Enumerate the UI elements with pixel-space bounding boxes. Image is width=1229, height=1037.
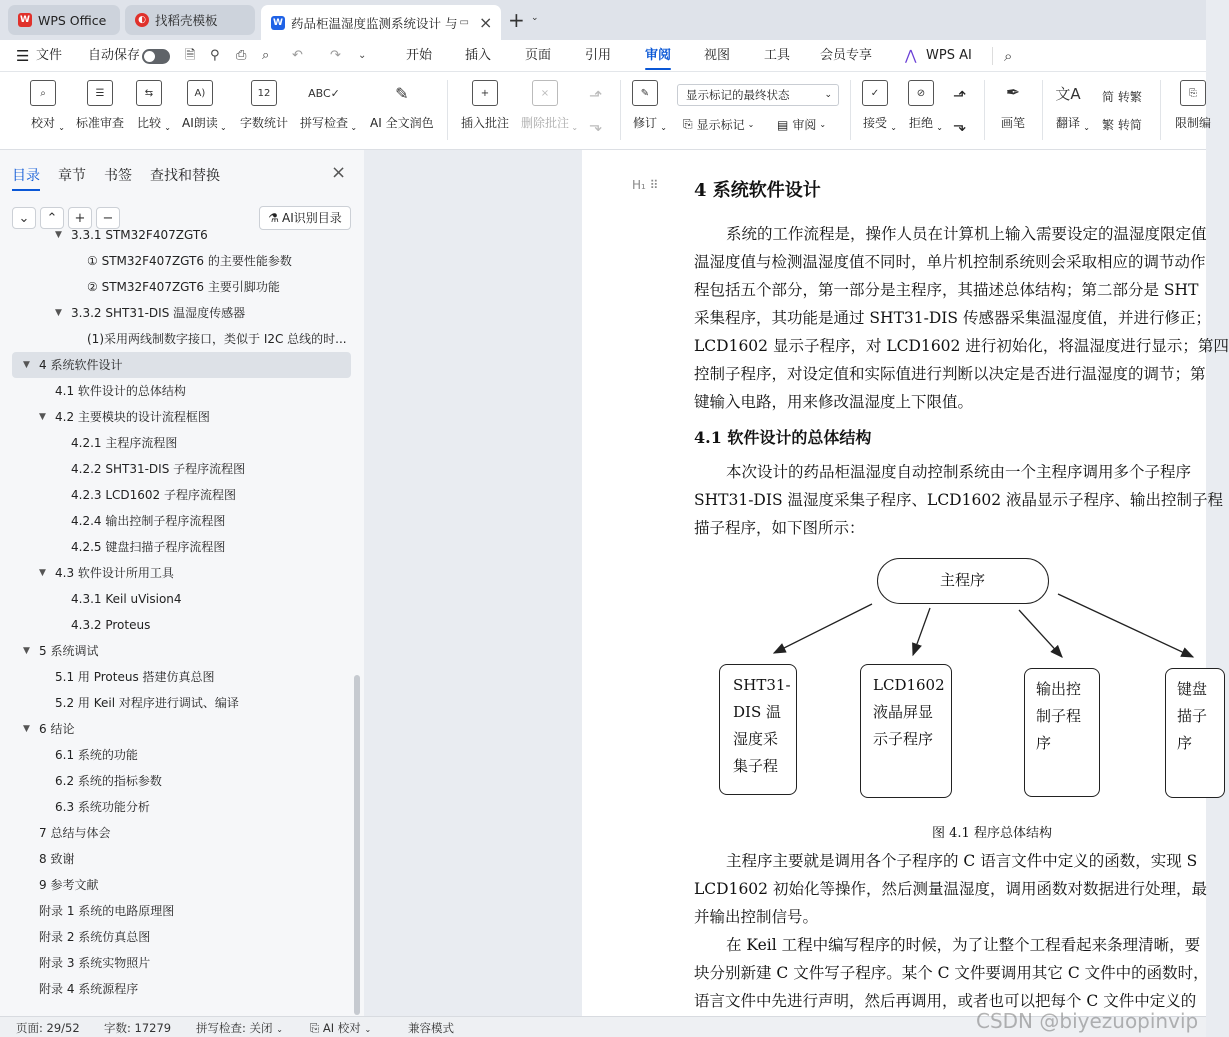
toc-item[interactable] — [0, 482, 360, 508]
menu-member[interactable]: 会员专享 — [820, 48, 873, 63]
restrict-edit-button[interactable] — [1175, 80, 1211, 131]
button-label: 校对 — [30, 116, 55, 130]
toc-item[interactable] — [0, 690, 360, 716]
tab-bar — [0, 0, 1206, 40]
proofread-button[interactable] — [30, 80, 65, 132]
to-simplified-button[interactable]: 繁 转简 — [1102, 118, 1142, 132]
toc-scrollbar[interactable] — [354, 675, 360, 1015]
tab-document[interactable] — [261, 5, 501, 40]
toc-item[interactable] — [0, 248, 360, 274]
ribbon-divider — [620, 80, 621, 140]
button-label: 拼写检查 — [300, 116, 349, 130]
heading-4: 4 系统软件设计 — [694, 180, 821, 201]
node-label: 主程序 — [939, 571, 985, 589]
toc-item-label: 4.2.3 LCD1602 子程序流程图 — [71, 488, 237, 502]
lock-doc-icon: ⎘ — [1180, 80, 1206, 106]
tab-label: 找稻壳模板 — [155, 13, 218, 28]
chevron-down-icon[interactable]: ⌄ — [531, 13, 539, 23]
status-label: 拼写检查: 关闭 — [196, 1021, 273, 1035]
expand-arrow-icon[interactable]: ▼ — [55, 230, 62, 240]
standard-review-button[interactable] — [76, 80, 124, 131]
track-changes-icon: ✎ — [632, 80, 658, 106]
magic-wand-icon: ✎ — [389, 80, 415, 106]
lcd1602-node — [860, 664, 952, 798]
toc-item[interactable] — [0, 820, 360, 846]
tab-wps-office[interactable] — [8, 5, 120, 35]
node-label: 湿度采 — [733, 730, 779, 748]
button-label: 删除批注 — [521, 116, 570, 130]
sht31-node — [719, 664, 797, 795]
button-label: 插入批注 — [461, 116, 510, 130]
expand-arrow-icon[interactable]: ▼ — [39, 412, 46, 422]
toc-item[interactable] — [0, 976, 360, 1002]
pen-icon: ✒ — [1000, 80, 1026, 106]
node-label: 输出控 — [1036, 680, 1082, 698]
compare-icon: ⇆ — [136, 80, 162, 106]
toc-item[interactable] — [0, 716, 360, 742]
chevron-down-icon: ⌄ — [747, 120, 755, 129]
proofread-icon: ⎘ — [310, 1021, 320, 1035]
menu-wps-ai[interactable]: WPS AI — [926, 48, 972, 63]
toc-item-label: 附录 4 系统源程序 — [39, 982, 139, 996]
toc-item[interactable] — [0, 560, 360, 586]
expand-arrow-icon[interactable]: ▼ — [39, 568, 46, 578]
revise-button[interactable] — [632, 80, 667, 132]
tab-chapter[interactable]: 章节 — [58, 168, 86, 184]
toc-item[interactable] — [0, 638, 360, 664]
node-label: 制子程 — [1036, 707, 1082, 725]
button-label: AI 全文润色 — [370, 116, 434, 130]
toc-item-label: 4.3.1 Keil uVision4 — [71, 592, 182, 606]
toc-item[interactable] — [0, 950, 360, 976]
toc-item-label: ① STM32F407ZGT6 的主要性能参数 — [87, 254, 292, 268]
document-check-icon: ☰ — [87, 80, 113, 106]
menu-divider — [992, 47, 993, 65]
node-label: DIS 温 — [733, 703, 781, 721]
search-icon[interactable]: ⌕ — [1004, 47, 1013, 65]
node-label: SHT31- — [733, 676, 791, 694]
prev-change-icon[interactable]: ⬏ — [953, 86, 967, 105]
arrow — [1019, 610, 1062, 657]
tab-template[interactable] — [125, 5, 255, 35]
ai-read-icon: A) — [187, 80, 213, 106]
ribbon-divider — [850, 80, 851, 140]
paragraph-line: 程包括五个部分，第一部分是主程序，其描述总体结构；第二部分是 SHT — [694, 281, 1199, 299]
arrow — [913, 608, 930, 655]
close-icon[interactable]: × — [331, 162, 347, 183]
file-menu[interactable]: 文件 — [36, 48, 63, 63]
paragraph-line: 块分别新建 C 文件写子程序。某个 C 文件要调用其它 C 文件中的函数时， — [694, 964, 1209, 982]
arrow — [1058, 594, 1193, 657]
toc-list — [0, 228, 360, 1016]
status-label: AI 校对 — [322, 1021, 361, 1035]
menu-bar — [0, 40, 1206, 72]
comment-add-icon: + — [472, 80, 498, 106]
output-control-node — [1024, 668, 1100, 797]
toc-item[interactable] — [12, 352, 351, 378]
paragraph-line: 采集程序，其功能是通过 SHT31-DIS 传感器采集温湿度值，并进行修正； — [694, 309, 1211, 327]
menu-tools[interactable]: 工具 — [764, 48, 791, 63]
proofread-icon: ⌕ — [30, 80, 56, 106]
toc-item[interactable] — [0, 404, 360, 430]
toc-item-label: 4.2.1 主程序流程图 — [71, 436, 178, 450]
tab-find-replace[interactable]: 查找和替换 — [150, 168, 220, 184]
toc-item-label: 8 致谢 — [39, 852, 75, 866]
translate-icon: 文A — [1055, 80, 1081, 106]
ai-proofread-status[interactable] — [310, 1020, 371, 1036]
next-change-icon[interactable]: ⬎ — [953, 116, 967, 135]
tab-bookmark[interactable]: 书签 — [104, 168, 132, 184]
reject-icon: ⊘ — [908, 80, 934, 106]
review-pane-button[interactable] — [777, 116, 826, 133]
paragraph-line: 温湿度值与检测温湿度值不同时，单片机控制系统则会采取相应的调节动作 — [694, 253, 1206, 271]
new-tab-icon[interactable]: + — [508, 8, 525, 32]
menu-review[interactable]: 审阅 — [645, 40, 671, 72]
document-page[interactable] — [582, 150, 1229, 1016]
tab-label: 药品柜温湿度监测系统设计 与 — [291, 15, 458, 31]
toc-item-label: 4.1 软件设计的总体结构 — [55, 384, 186, 398]
button-label: 字数统计 — [240, 116, 289, 130]
expand-arrow-icon[interactable]: ▼ — [55, 308, 62, 318]
expand-arrow-icon[interactable]: ▼ — [23, 646, 30, 656]
toc-item[interactable] — [0, 326, 360, 352]
wps-ai-icon: ⋀ — [905, 48, 917, 64]
paragraph-line: 控制子程序，对设定值和实际值进行判断以决定是否进行温湿度的调节；第 — [694, 365, 1206, 383]
toc-item-label: 4.2.5 键盘扫描子程序流程图 — [71, 540, 226, 554]
collapse-all-icon[interactable]: ⌄ — [12, 207, 36, 229]
tab-label: WPS Office — [38, 12, 107, 28]
toc-item-label: 4 系统软件设计 — [39, 358, 123, 372]
toc-item-label: 4.2 主要模块的设计流程框图 — [55, 410, 210, 424]
button-label: AI朗读 — [182, 116, 218, 130]
toc-item-label: 4.3 软件设计所用工具 — [55, 566, 174, 580]
button-label: 显示标记 — [696, 118, 745, 132]
more-icon[interactable]: ⌄ — [358, 50, 367, 61]
toc-item[interactable] — [0, 794, 360, 820]
ribbon-divider — [1160, 80, 1161, 140]
heading-4-1: 4.1 软件设计的总体结构 — [694, 428, 872, 447]
chevron-down-icon: ⌄ — [660, 123, 667, 132]
toc-item[interactable] — [0, 430, 360, 456]
heading-marker-icon[interactable]: H₁ ⠿ — [632, 178, 659, 192]
undo-icon[interactable]: ↶ — [292, 48, 303, 63]
toc-item[interactable] — [0, 534, 360, 560]
insert-comment-button[interactable] — [461, 80, 509, 131]
toc-item-label: (1)采用两线制数字接口，类似于 I2C 总线的时... — [87, 332, 347, 346]
ai-polish-button[interactable] — [370, 80, 434, 131]
toc-item[interactable] — [0, 898, 360, 924]
canvas-gutter — [364, 150, 582, 1016]
tab-toc[interactable]: 目录 — [12, 165, 40, 185]
add-heading-icon[interactable]: + — [68, 207, 92, 229]
toc-item-label: 6.2 系统的指标参数 — [55, 774, 162, 788]
menu-reference[interactable]: 引用 — [585, 48, 612, 63]
chevron-down-icon: ⌄ — [824, 90, 832, 100]
translate-button[interactable] — [1055, 80, 1090, 132]
toc-item[interactable] — [0, 846, 360, 872]
toc-item[interactable] — [0, 742, 360, 768]
autosave-toggle[interactable] — [142, 49, 170, 64]
word-count[interactable]: 字数: 17279 — [104, 1021, 172, 1035]
toc-item[interactable] — [0, 274, 360, 300]
toc-item[interactable] — [0, 222, 360, 248]
chevron-down-icon: ⌄ — [1083, 123, 1090, 132]
node-label: 键盘 — [1177, 680, 1208, 698]
daoke-icon: ◐ — [135, 13, 149, 27]
toc-item-label: 附录 1 系统的电路原理图 — [39, 904, 175, 918]
show-markup-button[interactable] — [683, 116, 754, 133]
accept-icon: ✓ — [862, 80, 888, 106]
button-label: 比较 — [136, 116, 161, 130]
print-icon[interactable]: ⎙ — [236, 48, 247, 63]
menu-start[interactable]: 开始 — [406, 48, 433, 63]
hamburger-icon[interactable]: ☰ — [16, 47, 30, 65]
select-value: 显示标记的最终状态 — [686, 88, 790, 102]
compare-button[interactable] — [136, 80, 171, 132]
doc-icon: W — [271, 16, 285, 30]
node-label: 描子 — [1177, 707, 1208, 725]
toc-item[interactable] — [0, 300, 360, 326]
compat-mode: 兼容模式 — [408, 1021, 454, 1035]
node-label: LCD1602 — [873, 676, 945, 694]
toc-item-label: 7 总结与体会 — [39, 826, 111, 840]
spell-check-button[interactable] — [300, 80, 358, 132]
button-label: 画笔 — [1000, 116, 1025, 130]
main-program-node — [877, 558, 1049, 604]
button-label: 标准审查 — [76, 116, 125, 130]
expand-arrow-icon[interactable]: ▼ — [23, 724, 30, 734]
toc-item-label: 4.2.4 输出控制子程序流程图 — [71, 514, 226, 528]
toc-item-label: 9 参考文献 — [39, 878, 99, 892]
reject-button[interactable] — [908, 80, 943, 132]
toc-item-label: 附录 3 系统实物照片 — [39, 956, 151, 970]
share-icon[interactable]: ⚲ — [210, 48, 220, 63]
chevron-down-icon: ⌄ — [58, 123, 65, 132]
button-label: 翻译 — [1055, 116, 1080, 130]
toc-item[interactable] — [0, 508, 360, 534]
toc-item[interactable] — [0, 586, 360, 612]
prev-comment-icon[interactable]: ⬏ — [589, 86, 603, 105]
keyboard-scan-node — [1165, 668, 1225, 798]
toc-item-label: 5 系统调试 — [39, 644, 99, 658]
arrow — [774, 604, 872, 653]
chevron-down-icon: ⌄ — [364, 1025, 372, 1034]
word-count-button[interactable] — [240, 80, 288, 131]
menu-insert[interactable]: 插入 — [465, 48, 492, 63]
paragraph-line: 并输出控制信号。 — [694, 908, 819, 926]
paragraph-line: 系统的工作流程是，操作人员在计算机上输入需要设定的温湿度限定值 — [726, 225, 1207, 243]
expand-arrow-icon[interactable]: ▼ — [23, 360, 30, 370]
save-icon[interactable]: 🗎 — [185, 48, 196, 63]
chevron-down-icon: ⌄ — [890, 123, 897, 132]
paragraph-line: 本次设计的药品柜温湿度自动控制系统由一个主程序调用多个子程序 — [726, 463, 1192, 481]
paragraph-line: 在 Keil 工程中编写程序的时候，为了让整个工程看起来条理清晰，要 — [726, 936, 1201, 954]
wps-logo-icon: W — [18, 13, 32, 27]
markup-icon: ⎘ — [683, 117, 693, 131]
comment-delete-icon: × — [532, 80, 558, 106]
toc-item-label: 6 结论 — [39, 722, 75, 736]
expand-icon[interactable]: ⌃ — [40, 207, 64, 229]
node-label: 示子程序 — [873, 730, 934, 748]
status-bar — [0, 1009, 1206, 1037]
chevron-down-icon: ⌄ — [936, 123, 943, 132]
toc-item[interactable] — [0, 872, 360, 898]
menu-page[interactable]: 页面 — [525, 48, 552, 63]
button-label: 限制编 — [1175, 116, 1212, 130]
close-icon[interactable]: × — [478, 13, 493, 32]
toc-item-label: 6.3 系统功能分析 — [55, 800, 150, 814]
figure-caption: 图 4.1 程序总体结构 — [932, 826, 1052, 841]
toc-item-label: 5.1 用 Proteus 搭建仿真总图 — [55, 670, 215, 684]
redo-icon[interactable]: ↷ — [330, 48, 341, 63]
paragraph-line: LCD1602 显示子程序，对 LCD1602 进行初始化，将温湿度进行显示；第四 — [694, 337, 1229, 355]
chevron-down-icon: ⌄ — [571, 123, 579, 132]
button-label: 审阅 — [792, 118, 817, 132]
toc-item[interactable] — [0, 378, 360, 404]
ribbon-divider — [1042, 80, 1043, 140]
toc-item-label: 附录 2 系统仿真总图 — [39, 930, 151, 944]
toc-item[interactable] — [0, 924, 360, 950]
autosave-label: 自动保存 — [88, 48, 141, 63]
node-label: 序 — [1177, 734, 1193, 752]
window-icon[interactable]: ▭ — [459, 17, 469, 28]
node-label: 序 — [1036, 734, 1052, 752]
markup-state-select[interactable] — [677, 84, 839, 106]
page-indicator[interactable]: 页面: 29/52 — [16, 1021, 80, 1035]
toc-item[interactable] — [0, 664, 360, 690]
paragraph-line: 键输入电路，用来修改温湿度上下限值。 — [694, 393, 974, 411]
toc-item-label: ② STM32F407ZGT6 主要引脚功能 — [87, 280, 280, 294]
navigation-panel — [0, 150, 364, 1016]
watermark: CSDN @biyezuopinvip — [976, 1009, 1199, 1033]
toc-item-label: 5.2 用 Keil 对程序进行调试、编译 — [55, 696, 239, 710]
button-label: 拒绝 — [908, 116, 933, 130]
toc-item[interactable] — [0, 768, 360, 794]
pane-icon: ▤ — [777, 117, 789, 132]
toc-item-label: 4.3.2 Proteus — [71, 618, 151, 632]
paragraph-line: 描子程序，如下图所示： — [694, 519, 865, 537]
next-comment-icon[interactable]: ⬎ — [589, 116, 603, 135]
node-label: 液晶屏显 — [873, 703, 934, 721]
chevron-down-icon: ⌄ — [164, 123, 171, 132]
word-count-icon: 12 — [251, 80, 277, 106]
toc-item[interactable] — [0, 612, 360, 638]
toc-item-label: 4.2.2 SHT31-DIS 子程序流程图 — [71, 462, 246, 476]
delete-comment-button[interactable] — [521, 80, 579, 132]
paragraph-line: 语言文件中先进行声明，然后再调用，或者也可以把每个 C 文件中定义的 — [694, 992, 1197, 1010]
menu-view[interactable]: 视图 — [704, 48, 731, 63]
ribbon-toolbar — [0, 72, 1212, 150]
remove-heading-icon[interactable]: − — [96, 207, 120, 229]
abc-check-icon: ABC✓ — [311, 80, 337, 106]
ribbon-divider — [984, 80, 985, 140]
paragraph-line: LCD1602 初始化等操作，然后测量温湿度，调用函数对数据进行处理，最 — [694, 880, 1207, 898]
ribbon-divider — [447, 80, 448, 140]
button-label: 修订 — [632, 116, 657, 130]
pen-button[interactable] — [1000, 80, 1026, 131]
to-traditional-button[interactable]: 简 转繁 — [1102, 90, 1142, 104]
chevron-down-icon: ⌄ — [819, 120, 827, 129]
spell-check-status[interactable] — [196, 1020, 283, 1036]
toc-item-label: 6.1 系统的功能 — [55, 748, 138, 762]
toc-item-label: 3.3.1 STM32F407ZGT6 — [71, 228, 208, 242]
button-label: AI识别目录 — [282, 211, 342, 225]
paragraph-line: 主程序主要就是调用各个子程序的 C 语言文件中定义的函数，实现 S — [726, 852, 1198, 870]
ai-read-button[interactable] — [182, 80, 227, 132]
chevron-down-icon: ⌄ — [276, 1025, 283, 1034]
accept-button[interactable] — [862, 80, 897, 132]
paragraph-line: SHT31-DIS 温湿度采集子程序、LCD1602 液晶显示子程序、输出控制子程 — [694, 491, 1223, 509]
chevron-down-icon: ⌄ — [220, 123, 227, 132]
button-label: 接受 — [862, 116, 887, 130]
chevron-down-icon: ⌄ — [350, 123, 358, 132]
ai-icon: ⚗ — [268, 211, 279, 225]
node-label: 集子程 — [733, 757, 779, 775]
toc-item-label: 3.3.2 SHT31-DIS 温湿度传感器 — [71, 306, 246, 320]
toc-item[interactable] — [0, 456, 360, 482]
print-preview-icon[interactable]: ⌕ — [262, 48, 270, 63]
